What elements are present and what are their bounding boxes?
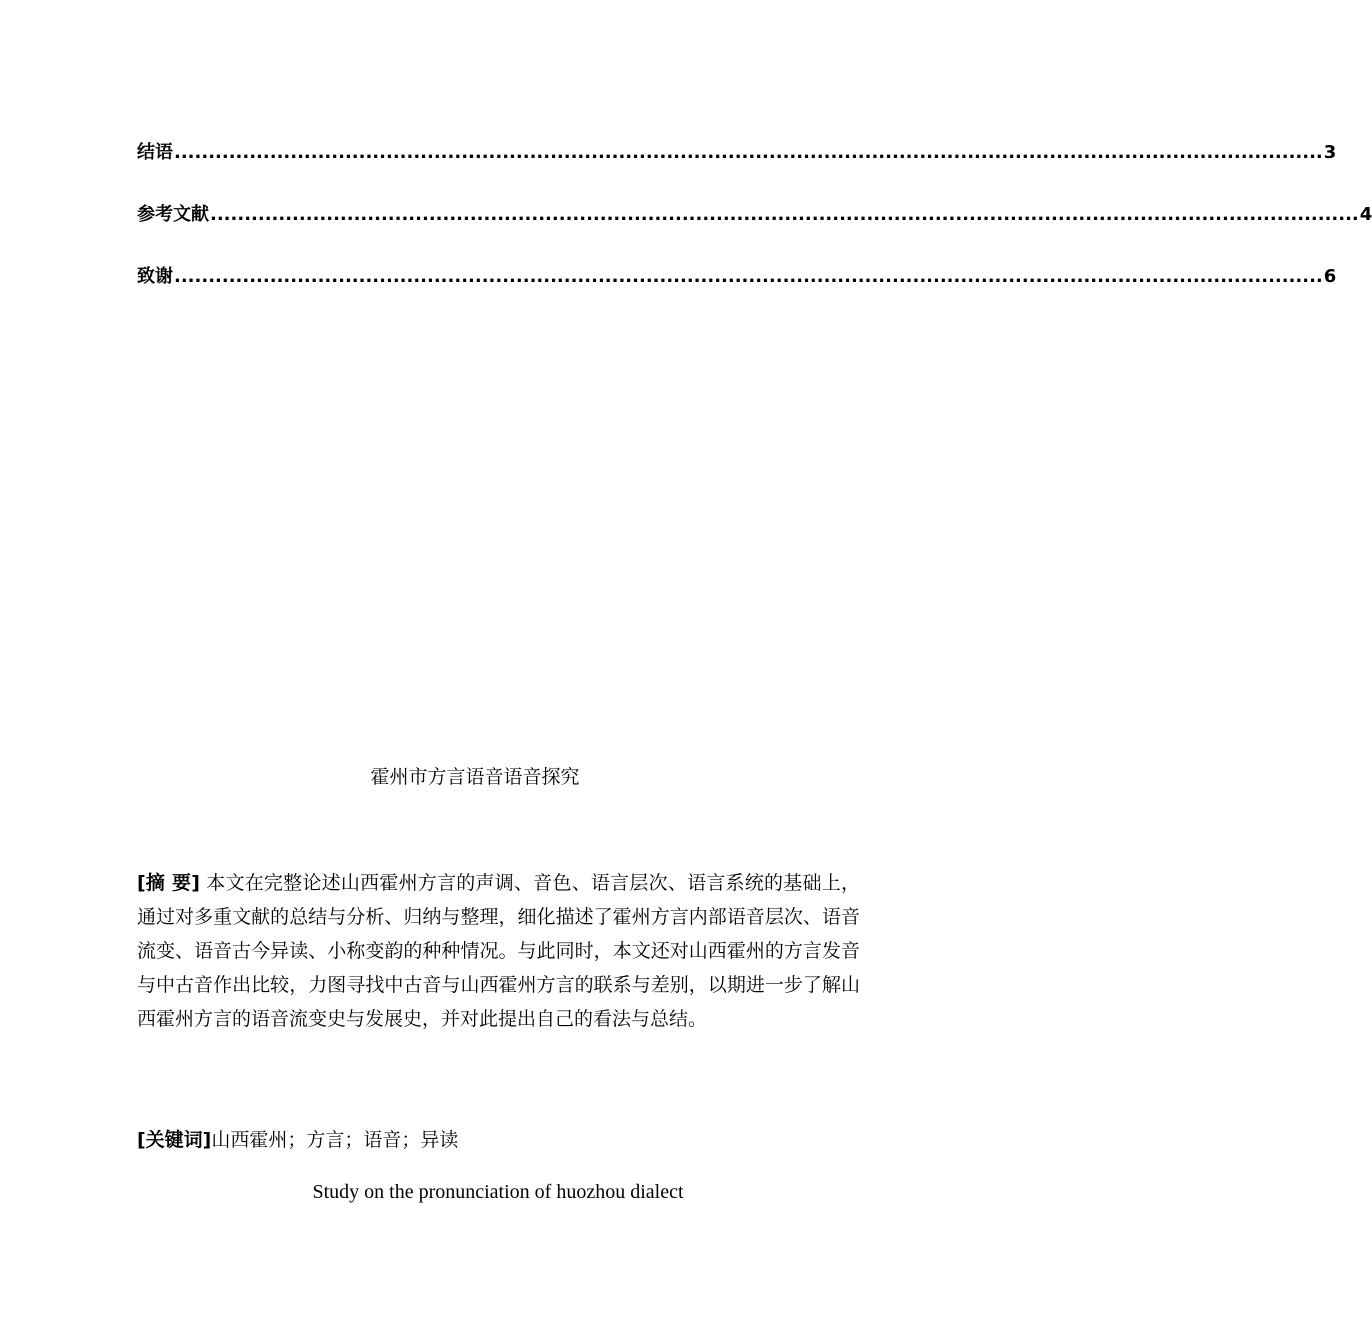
toc-entry-page: 4 [1359, 204, 1372, 225]
abstract-paragraph [137, 866, 860, 1036]
toc-dot-leader: ........................................................................................................................................................................ [210, 204, 1359, 225]
toc-dot-leader: ........................................................................................................................................................................ [174, 266, 1323, 287]
keywords-text: 山西霍州；方言；语音；异读 [211, 1129, 459, 1151]
toc-entry-title: 参考文献 [137, 204, 209, 225]
abstract-label: [摘 要] [137, 872, 200, 894]
toc-entry-conclusion[interactable] [137, 142, 1337, 164]
paper-title: 霍州市方言语音语音探究 [370, 766, 580, 788]
abstract-text: 本文在完整论述山西霍州方言的声调、音色、语言层次、语言系统的基础上，通过对多重文献的总结与分析、归纳与整理，细化描述了霍州方言内部语音层次、语音流变、语音古今异读、小称变韵的种种情况。与此同时，本文还对山西霍州的方言发音与中古音作出比较，力图寻找中古音与山西霍州方言的联系与差别，以期进一步了解山西霍州方言的语音流变史与发展史，并对此提出自己的看法与总结。 [137, 872, 860, 1030]
toc-entry-title: 致谢 [137, 266, 173, 287]
toc-entry-references[interactable] [137, 204, 1372, 226]
keywords-line [137, 1125, 860, 1155]
toc-entry-title: 结语 [137, 142, 173, 163]
keywords-label: [关键词] [137, 1129, 212, 1151]
toc-entry-acknowledgements[interactable] [137, 266, 1337, 288]
english-title: Study on the pronunciation of huozhou dialect [312, 1181, 684, 1203]
toc-dot-leader: ........................................................................................................................................................................ [174, 142, 1323, 163]
toc-entry-page: 6 [1323, 266, 1337, 287]
toc-entry-page: 3 [1323, 142, 1337, 163]
